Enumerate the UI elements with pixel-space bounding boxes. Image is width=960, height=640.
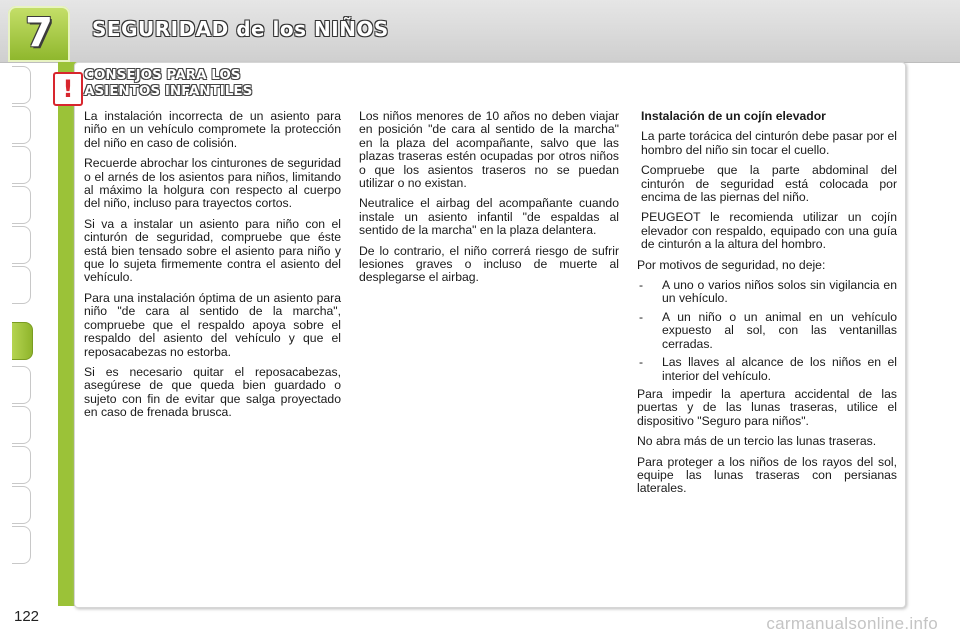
watermark: carmanualsonline.info	[766, 614, 938, 633]
list-item	[637, 279, 897, 306]
paragraph: Si va a instalar un asiento para niño con el cinturón de seguridad, compruebe que éste está bien tensado sobre el asiento para niño y que lo sujeta firmemente contra el asiento del vehículo.	[84, 216, 341, 285]
list-dash: -	[639, 355, 644, 370]
list-item-text: A uno o varios niños solos sin vigilancia en un vehículo.	[662, 278, 897, 306]
chapter-number: 7	[25, 10, 53, 56]
section-title-line2: ASIENTOS INFANTILES	[84, 83, 253, 99]
section-title-line1: CONSEJOS PARA LOS	[84, 67, 241, 83]
list-item	[637, 311, 897, 351]
thumb-tab[interactable]	[12, 366, 31, 404]
paragraph: Para proteger a los niños de los rayos del sol, equipe las lunas traseras con persianas laterales.	[637, 454, 897, 496]
paragraph: Para una instalación óptima de un asiento para niño "de cara al sentido de la marcha", compruebe que el respaldo apoya sobre el respaldo del asiento del vehículo y que el reposacabezas no estorba.	[84, 290, 341, 359]
page-number: 122	[14, 608, 40, 625]
list-item-text: A un niño o un animal en un vehículo expuesto al sol, con las ventanillas cerradas.	[662, 309, 897, 351]
column-2	[359, 110, 619, 292]
list-intro: Por motivos de seguridad, no deje:	[637, 257, 826, 272]
thumb-tab-active[interactable]	[12, 322, 33, 360]
paragraph: No abra más de un tercio las lunas traseras.	[637, 434, 877, 449]
thumb-index	[0, 66, 50, 586]
thumb-tab[interactable]	[12, 266, 31, 304]
list-item-text: Las llaves al alcance de los niños en el interior del vehículo.	[662, 355, 897, 383]
column-1	[84, 110, 341, 427]
thumb-tab[interactable]	[12, 526, 31, 564]
thumb-tab[interactable]	[12, 486, 31, 524]
paragraph: Compruebe que la parte abdominal del cinturón de seguridad está colocada por encima de las piernas del niño.	[641, 163, 897, 205]
list-dash: -	[639, 278, 644, 293]
thumb-tab[interactable]	[12, 226, 31, 264]
list-dash: -	[639, 309, 644, 324]
warning-icon: !	[53, 72, 83, 106]
paragraph: Recuerde abrochar los cinturones de seguridad o el arnés de los asientos para niños, limitando al máximo la holgura con respecto al cuerpo del niño, incluso para trayectos cortos.	[84, 156, 341, 211]
thumb-tab[interactable]	[12, 406, 31, 444]
chapter-tab	[8, 6, 70, 62]
warning-list	[637, 279, 897, 383]
column-3	[637, 110, 897, 503]
paragraph: La parte torácica del cinturón debe pasar por el hombro del niño sin tocar el cuello.	[641, 129, 897, 157]
thumb-tab[interactable]	[12, 66, 31, 104]
thumb-tab[interactable]	[12, 186, 31, 224]
section-title	[84, 67, 344, 99]
thumb-tab[interactable]	[12, 146, 31, 184]
paragraph: De lo contrario, el niño correrá riesgo de sufrir lesiones graves o incluso de muerte al desplegarse el airbag.	[359, 243, 619, 285]
paragraph: Si es necesario quitar el reposacabezas, asegúrese de que queda bien guardado o sujeto con fin de evitar que salga proyectado en caso de frenada brusca.	[84, 364, 341, 420]
subheading-booster: Instalación de un cojín elevador	[641, 109, 826, 123]
paragraph: Los niños menores de 10 años no deben viajar en posición "de cara al sentido de la marcha" en la plaza del acompañante, salvo que las plazas traseras estén ocupadas por otros niños o que los asientos traseros no se puedan utilizar o no existan.	[359, 109, 619, 191]
paragraph: PEUGEOT le recomienda utilizar un cojín elevador con respaldo, equipado con una guía de cinturón a la altura del hombro.	[641, 210, 897, 252]
paragraph: Neutralice el airbag del acompañante cuando instale un asiento infantil "de espaldas al sentido de la marcha" en la plaza delantera.	[359, 196, 619, 238]
thumb-tab[interactable]	[12, 446, 31, 484]
thumb-tab[interactable]	[12, 106, 31, 144]
paragraph: La instalación incorrecta de un asiento para niño en un vehículo compromete la protección del niño en caso de colisión.	[84, 109, 341, 150]
page-title: SEGURIDAD de los NIÑOS	[92, 17, 389, 41]
list-item	[637, 356, 897, 383]
paragraph: Para impedir la apertura accidental de las puertas y de las lunas traseras, utilice el dispositivo "Seguro para niños".	[637, 386, 897, 428]
